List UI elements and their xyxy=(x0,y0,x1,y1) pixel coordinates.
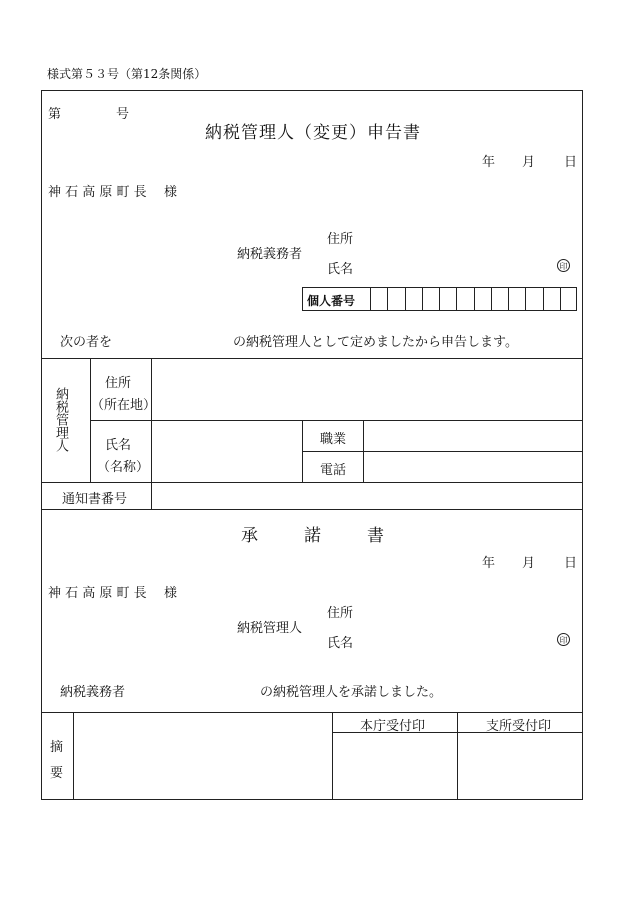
divider xyxy=(41,482,583,483)
divider xyxy=(332,712,333,800)
addressee-sama: 様 xyxy=(164,185,178,200)
consent-statement-suffix: の納税管理人を承諾しました。 xyxy=(260,685,443,700)
consent-title-char-2: 諾 xyxy=(304,526,322,546)
divider xyxy=(41,509,583,510)
form-number: 様式第５３号（第12条関係） xyxy=(47,67,207,81)
manager-address-sublabel: （所在地） xyxy=(91,398,157,413)
seal-icon: 印 xyxy=(557,259,570,272)
shisho-stamp-label: 支所受付印 xyxy=(486,719,552,734)
kojin-bango-label: 個人番号 xyxy=(307,294,356,308)
consent-address-label: 住所 xyxy=(327,606,354,621)
consent-addressee: 神 石 高 原 町 長 xyxy=(48,586,147,601)
digit-cell-divider xyxy=(456,287,457,311)
digit-cell-divider xyxy=(422,287,423,311)
manager-name-sublabel: （名称） xyxy=(97,460,150,475)
remarks-label-char-1: 摘 xyxy=(50,740,64,755)
digit-cell-divider xyxy=(560,287,561,311)
divider xyxy=(90,420,583,421)
notice-no-label: 通知書番号 xyxy=(62,492,128,507)
consent-manager-label: 納税管理人 xyxy=(237,621,303,636)
consent-title-char-3: 書 xyxy=(367,526,385,546)
addressee: 神 石 高 原 町 長 xyxy=(48,185,147,200)
consent-name-label: 氏名 xyxy=(327,636,354,651)
digit-cell-divider xyxy=(474,287,475,311)
consent-date-day: 日 xyxy=(564,556,578,571)
digit-cell-divider xyxy=(525,287,526,311)
divider xyxy=(41,712,583,713)
remarks-label-char-2: 要 xyxy=(50,766,64,781)
divider xyxy=(302,420,303,482)
consent-date-month: 月 xyxy=(522,556,536,571)
doc-no-dai: 第 xyxy=(48,107,62,122)
consent-title-char-1: 承 xyxy=(241,526,259,546)
divider xyxy=(73,712,74,800)
phone-label: 電話 xyxy=(320,463,347,478)
digit-cell-divider xyxy=(508,287,509,311)
kojin-bango-divider xyxy=(370,287,371,311)
divider xyxy=(363,420,364,482)
divider xyxy=(151,358,152,509)
digit-cell-divider xyxy=(387,287,388,311)
digit-cell-divider xyxy=(405,287,406,311)
occupation-label: 職業 xyxy=(320,432,347,447)
manager-address-label: 住所 xyxy=(105,376,132,391)
consent-date-year: 年 xyxy=(482,556,496,571)
divider xyxy=(41,358,583,359)
date-year: 年 xyxy=(482,155,496,170)
divider xyxy=(302,451,583,452)
consent-statement-prefix: 納税義務者 xyxy=(60,685,126,700)
taxpayer-label: 納税義務者 xyxy=(237,247,303,262)
honcho-stamp-label: 本庁受付印 xyxy=(360,719,426,734)
digit-cell-divider xyxy=(543,287,544,311)
statement-suffix: の納税管理人として定めましたから申告します。 xyxy=(233,335,518,350)
consent-seal-icon: 印 xyxy=(557,633,570,646)
digit-cell-divider xyxy=(439,287,440,311)
page-title: 納税管理人（変更）申告書 xyxy=(205,123,421,143)
manager-group-label: 納税管理人 xyxy=(53,387,68,452)
digit-cell-divider xyxy=(491,287,492,311)
date-month: 月 xyxy=(522,155,536,170)
divider xyxy=(457,712,458,800)
taxpayer-name-label: 氏名 xyxy=(327,262,354,277)
manager-name-label: 氏名 xyxy=(105,438,132,453)
date-day: 日 xyxy=(564,155,578,170)
statement-prefix: 次の者を xyxy=(60,335,113,350)
consent-addressee-sama: 様 xyxy=(164,586,178,601)
taxpayer-address-label: 住所 xyxy=(327,232,354,247)
doc-no-go: 号 xyxy=(116,107,130,122)
